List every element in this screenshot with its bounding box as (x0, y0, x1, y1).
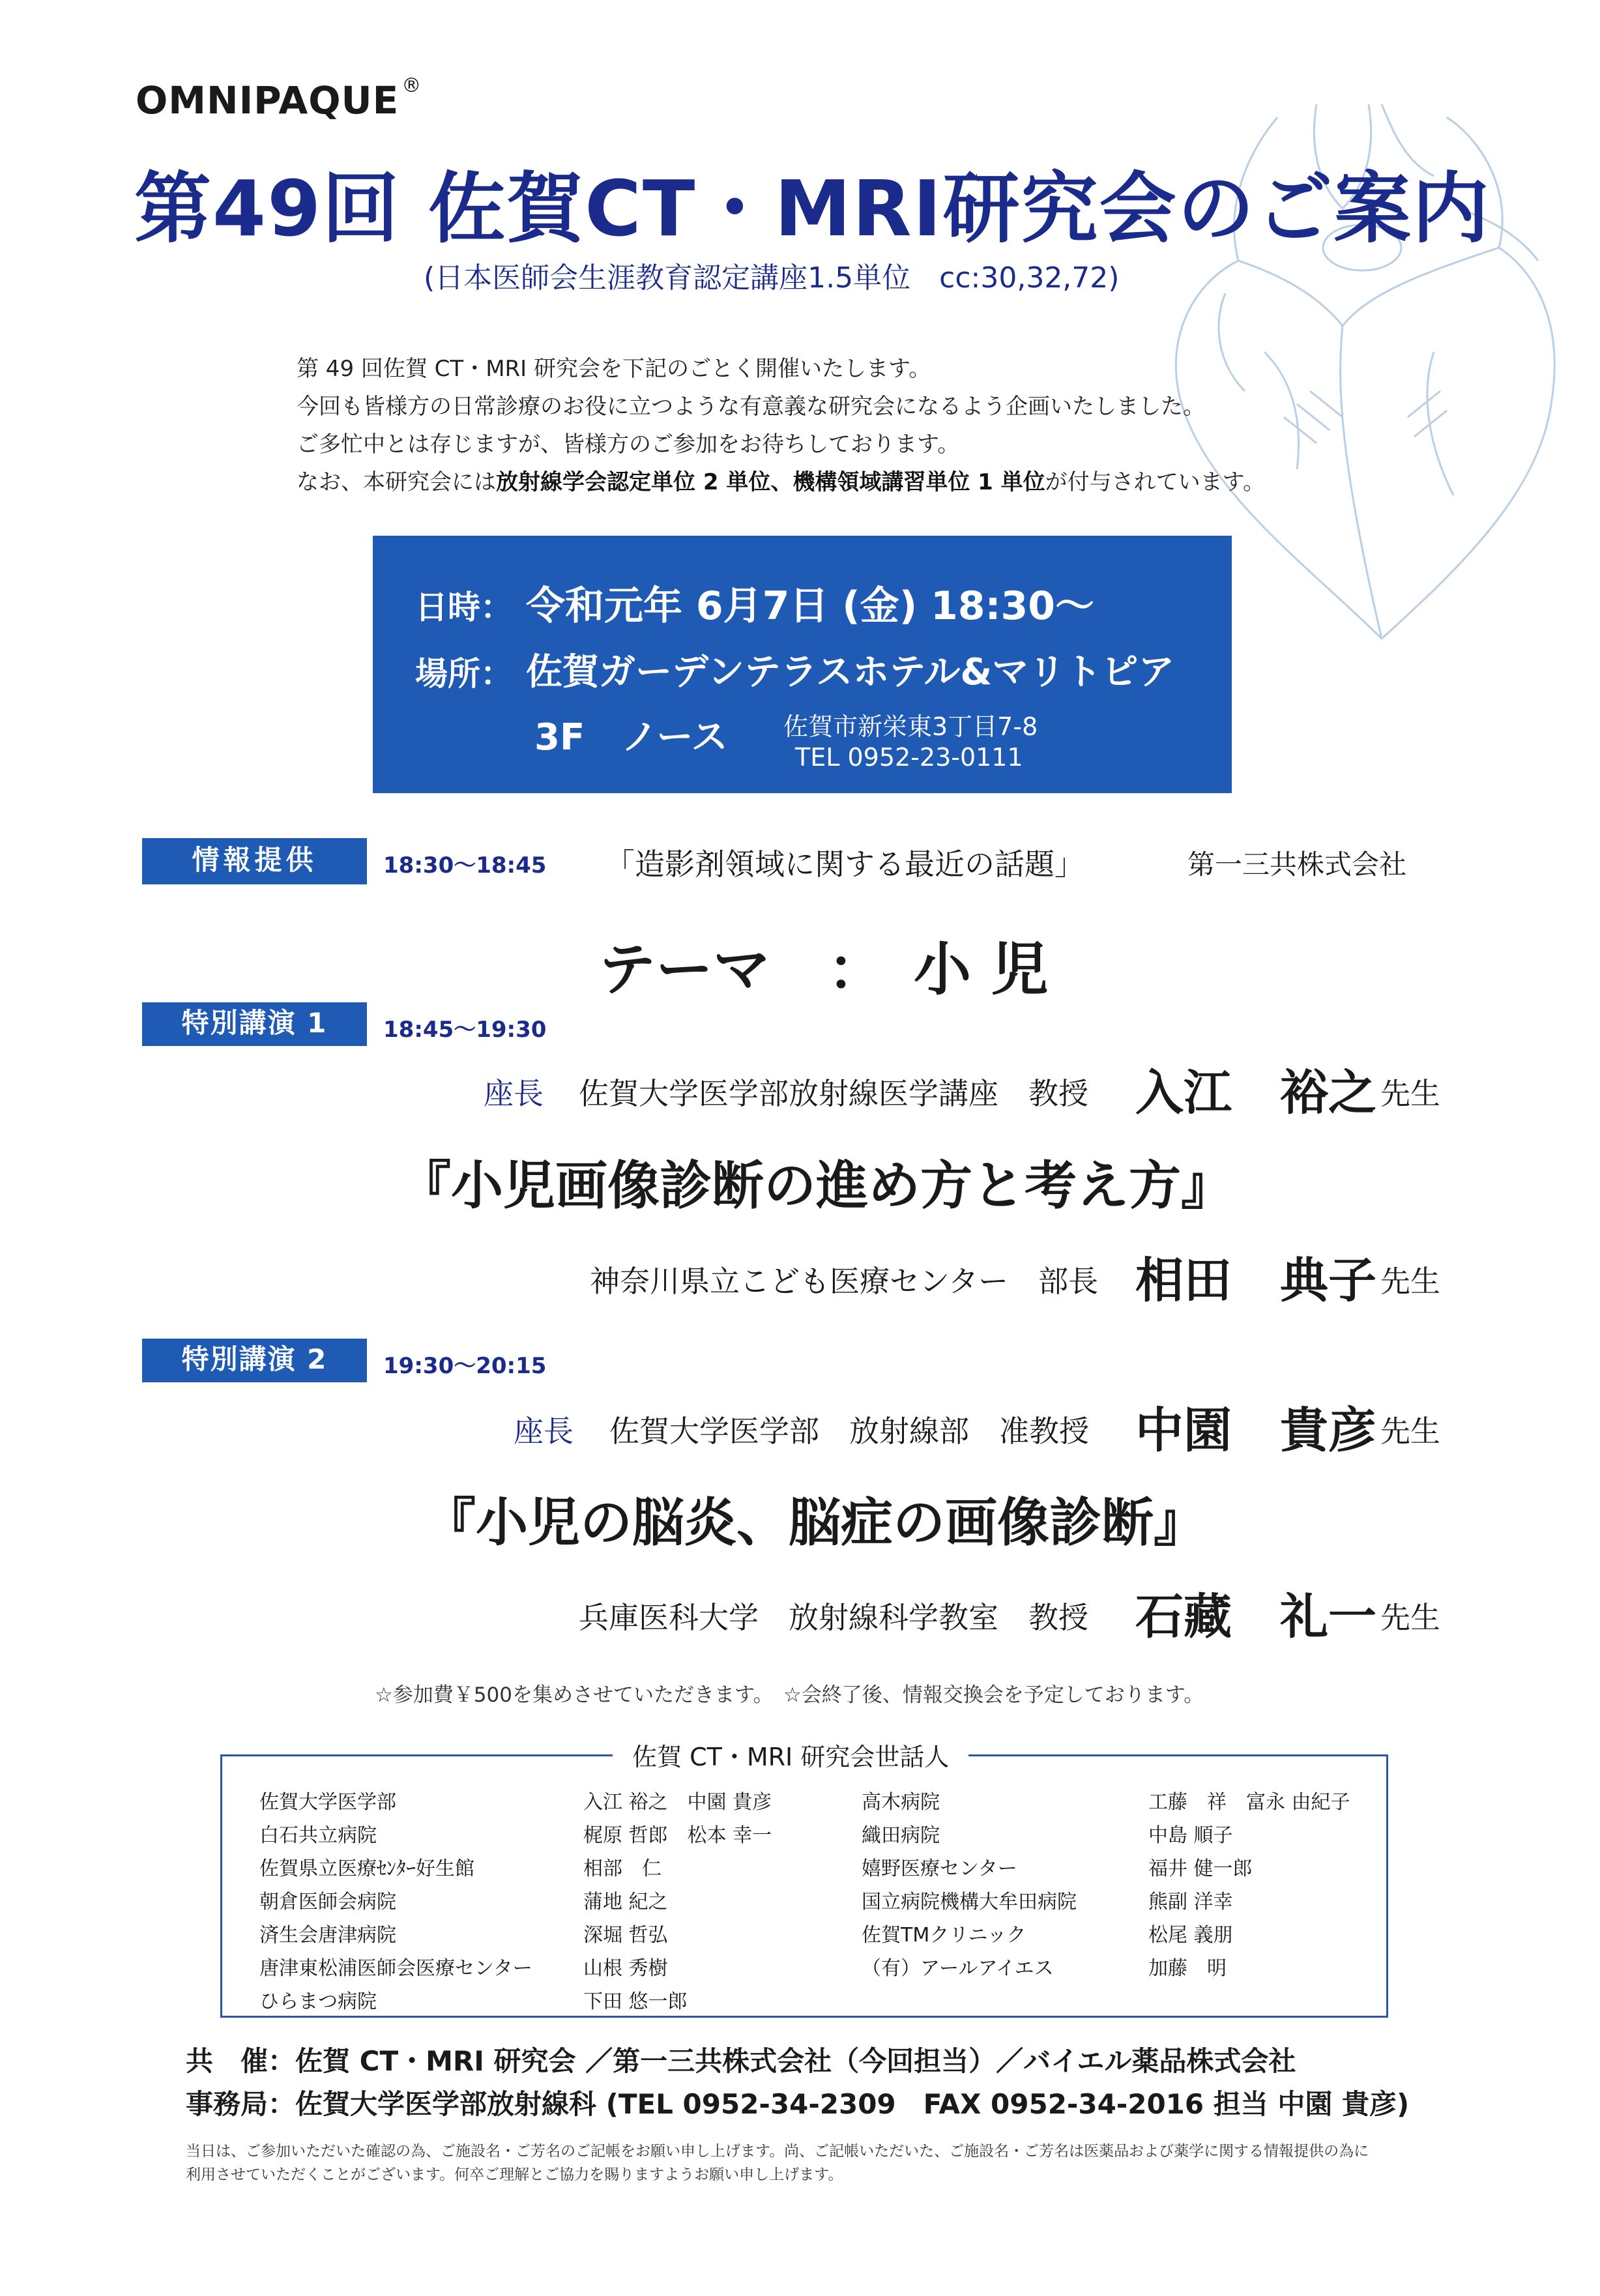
organizers-title: 佐賀 CT・MRI 研究会世話人 (613, 1737, 968, 1773)
info-time: 18:30〜18:45 (383, 852, 547, 879)
event-info-box (373, 536, 1232, 793)
info-tag-underline (142, 882, 367, 884)
list-item: 唐津東松浦医師会医療センター (259, 1957, 532, 1980)
organizers-column-2 (583, 1786, 772, 2018)
organizers-column-3 (862, 1786, 1077, 1985)
credit-units: 放射線学会認定単位 2 単位、機構領域講習単位 1 単位 (496, 469, 1045, 495)
lecture2-tag: 特別講演 2 (142, 1339, 367, 1380)
date-label: 日時： (415, 589, 513, 626)
lecture2-time: 19:30〜20:15 (383, 1353, 547, 1379)
date-value: 令和元年 6月7日 (金) 18:30〜 (526, 583, 1094, 629)
place-label: 場所： (415, 655, 513, 693)
lecture1-speaker-affiliation: 神奈川県立こども医療センター 部長 (590, 1264, 1099, 1299)
lecture2-chair-suffix: 先生 (1380, 1414, 1440, 1449)
lecture2-tag-underline (142, 1380, 367, 1382)
lecture1-chair-affiliation: 佐賀大学医学部放射線医学講座 教授 (579, 1076, 1088, 1111)
venue-address: 佐賀市新栄東3丁目7-8 (783, 712, 1038, 741)
info-company: 第一三共株式会社 (1187, 849, 1407, 880)
list-item: 深堀 哲弘 (583, 1924, 668, 1947)
registered-mark: ® (401, 74, 422, 97)
list-item: 白石共立病院 (259, 1824, 377, 1847)
fee-note: ☆参加費￥500を集めさせていただきます。 ☆会終了後、情報交換会を予定しております。 (375, 1683, 1204, 1707)
lecture2-speaker-affiliation: 兵庫医科大学 放射線科学教室 教授 (579, 1600, 1088, 1635)
room-name: 3F ノース (534, 716, 728, 759)
lecture2-chair-name: 中園 貴彦 (1135, 1402, 1376, 1459)
list-item: 工藤 祥 富永 由紀子 (1148, 1791, 1350, 1814)
list-item: 梶原 哲郎 松本 幸一 (583, 1824, 772, 1847)
list-item: 中島 順子 (1148, 1824, 1233, 1847)
venue-tel: TEL 0952-23-0111 (795, 743, 1023, 772)
organizers-column-1 (259, 1786, 532, 2018)
lecture1-chair-suffix: 先生 (1380, 1076, 1440, 1111)
list-item: 織田病院 (862, 1824, 940, 1847)
intro-line-3: ご多忙中とは存じますが、皆様方のご参加をお待ちしております。 (297, 431, 960, 458)
list-item: 佐賀大学医学部 (259, 1791, 396, 1814)
list-item: 熊副 洋幸 (1148, 1891, 1233, 1913)
lecture2-title: 『小児の脳炎、脳症の画像診断』 (424, 1492, 1206, 1553)
lecture1-speaker-name: 相田 典子 (1135, 1253, 1376, 1309)
lecture1-title: 『小児画像診断の進め方と考え方』 (399, 1155, 1233, 1216)
co-host-line: 共 催：佐賀 CT・MRI 研究会 ／第一三共株式会社（今回担当）／バイエル薬品株式会社 (186, 2045, 1296, 2077)
organizers-column-4 (1148, 1786, 1350, 1985)
list-item: 相部 仁 (583, 1857, 662, 1880)
list-item: 加藤 明 (1148, 1957, 1227, 1980)
place-value: 佐賀ガーデンテラスホテル&マリトピア (526, 651, 1175, 693)
page-title: 第49回 佐賀CT・MRI研究会のご案内 (134, 164, 1491, 254)
lecture2-speaker-suffix: 先生 (1380, 1600, 1440, 1635)
lecture1-time: 18:45〜19:30 (383, 1017, 547, 1043)
list-item: （有）アールアイエス (862, 1957, 1054, 1980)
lecture2-chair-label: 座長 (514, 1414, 574, 1449)
intro-line-2: 今回も皆様方の日常診療のお役に立つような有意義な研究会になるよう企画いたしました。 (297, 394, 1205, 420)
list-item: 済生会唐津病院 (259, 1924, 396, 1947)
brand-logo: OMNIPAQUE ® (136, 74, 422, 123)
lecture2-speaker-name: 石藏 礼一 (1135, 1589, 1376, 1645)
lecture1-chair-label: 座長 (484, 1076, 544, 1111)
list-item: 高木病院 (862, 1791, 940, 1814)
list-item: 佐賀TMクリニック (862, 1924, 1026, 1947)
list-item: 下田 悠一郎 (583, 1990, 688, 2013)
list-item: 松尾 義朋 (1148, 1924, 1233, 1947)
lecture1-tag-underline (142, 1044, 367, 1046)
info-tag: 情報提供 (142, 838, 367, 882)
list-item: 嬉野医療センター (862, 1857, 1017, 1880)
list-item: 入江 裕之 中園 貴彦 (583, 1791, 772, 1814)
list-item: 福井 健一郎 (1148, 1857, 1253, 1880)
office-line: 事務局：佐賀大学医学部放射線科 (TEL 0952-34-2309 FAX 0952-34-2016 担当 中園 貴彦) (186, 2088, 1410, 2120)
disclaimer-line-2: 利用させていただくことがございます。何卒ご理解とご協力を賜りますようお願い申し上げます。 (186, 2166, 843, 2183)
credit-subtitle: (日本医師会生涯教育認定講座1.5単位 cc:30,32,72) (424, 261, 1120, 295)
list-item: 山根 秀樹 (583, 1957, 668, 1980)
list-item: 国立病院機構大牟田病院 (862, 1891, 1077, 1913)
info-topic: 「造影剤領域に関する最近の話題」 (605, 847, 1084, 882)
theme-heading: テーマ ： 小 児 (598, 936, 1049, 1003)
list-item: 佐賀県立医療ｾﾝﾀｰ好生館 (259, 1857, 474, 1880)
lecture2-chair-affiliation: 佐賀大学医学部 放射線部 准教授 (609, 1414, 1089, 1449)
intro-line-1: 第 49 回佐賀 CT・MRI 研究会を下記のごとく開催いたします。 (297, 356, 931, 382)
disclaimer-line-1: 当日は、ご参加いただいた確認の為、ご施設名・ご芳名のご記帳をお願い申し上げます。尚、ご記帳いただいた、ご施設名・ご芳名は医薬品および薬学に関する情報提供の為に (186, 2143, 1369, 2160)
lecture1-speaker-suffix: 先生 (1380, 1264, 1440, 1299)
list-item: ひらまつ病院 (259, 1990, 377, 2013)
lecture1-tag: 特別講演 1 (142, 1002, 367, 1044)
list-item: 蒲地 紀之 (583, 1891, 668, 1913)
list-item: 朝倉医師会病院 (259, 1891, 396, 1913)
intro-line-4: なお、本研究会には放射線学会認定単位 2 単位、機構領域講習単位 1 単位が付与されています。 (297, 469, 1265, 495)
lecture1-chair-name: 入江 裕之 (1135, 1065, 1376, 1121)
